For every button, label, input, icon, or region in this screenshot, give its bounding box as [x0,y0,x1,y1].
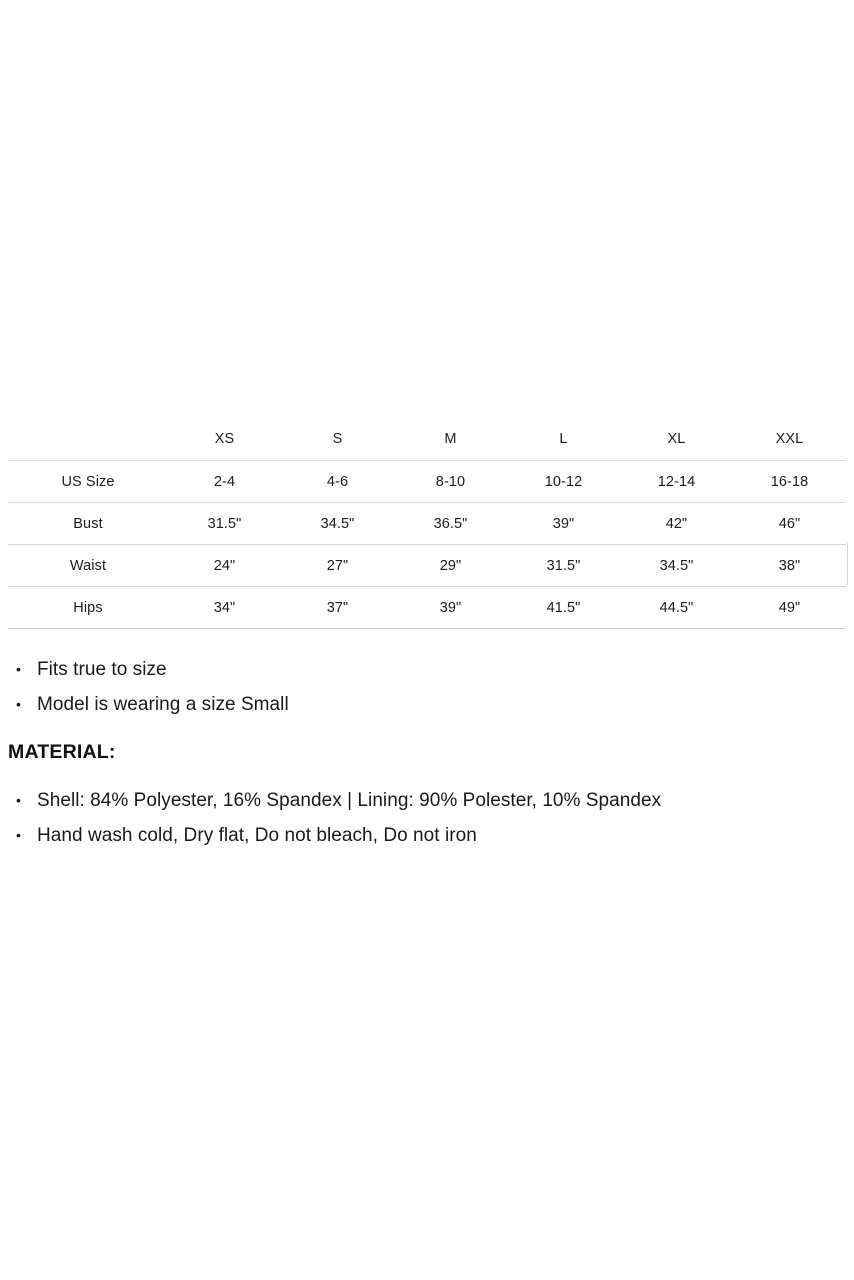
row-label-bust: Bust [8,503,168,545]
table-row [8,545,846,587]
size-chart-header [8,418,846,461]
column-header-s: S [281,418,394,461]
cell-us-size-xs: 2-4 [168,461,281,503]
cell-us-size-xxl: 16-18 [733,461,846,503]
table-row [8,503,846,545]
cell-waist-xs: 24" [168,545,281,587]
cell-bust-m: 36.5" [394,503,507,545]
material-list [8,783,846,853]
list-item: • Shell: 84% Polyester, 16% Spandex | Lining: 90% Polester, 10% Spandex [8,783,846,818]
column-header-xl: XL [620,418,733,461]
list-item: • Model is wearing a size Small [8,687,846,722]
cell-waist-xxl: 38" [733,545,846,587]
cell-us-size-m: 8-10 [394,461,507,503]
column-header-xs: XS [168,418,281,461]
material-heading: MATERIAL: [8,741,116,763]
material-block [8,783,846,853]
table-edge-artifact [847,543,854,585]
cell-bust-xs: 31.5" [168,503,281,545]
cell-hips-xl: 44.5" [620,587,733,629]
row-label-us-size: US Size [8,461,168,503]
cell-us-size-s: 4-6 [281,461,394,503]
table-row [8,461,846,503]
size-chart-table [8,418,846,629]
cell-hips-s: 37" [281,587,394,629]
cell-bust-s: 34.5" [281,503,394,545]
fit-notes-list [8,652,846,722]
cell-bust-xxl: 46" [733,503,846,545]
list-item: • Fits true to size [8,652,846,687]
row-label-waist: Waist [8,545,168,587]
column-header-m: M [394,418,507,461]
column-header-l: L [507,418,620,461]
cell-waist-l: 31.5" [507,545,620,587]
cell-bust-xl: 42" [620,503,733,545]
cell-hips-l: 41.5" [507,587,620,629]
cell-hips-m: 39" [394,587,507,629]
column-header-blank [8,418,168,461]
row-label-hips: Hips [8,587,168,629]
cell-waist-xl: 34.5" [620,545,733,587]
list-item: • Hand wash cold, Dry flat, Do not bleach, Do not iron [8,818,846,853]
cell-us-size-l: 10-12 [507,461,620,503]
table-header-row [8,418,846,461]
fit-notes-block [8,652,846,722]
cell-waist-s: 27" [281,545,394,587]
cell-waist-m: 29" [394,545,507,587]
cell-bust-l: 39" [507,503,620,545]
cell-us-size-xl: 12-14 [620,461,733,503]
size-chart-body [8,461,846,629]
cell-hips-xs: 34" [168,587,281,629]
column-header-xxl: XXL [733,418,846,461]
cell-hips-xxl: 49" [733,587,846,629]
table-row [8,587,846,629]
size-chart [8,418,846,629]
